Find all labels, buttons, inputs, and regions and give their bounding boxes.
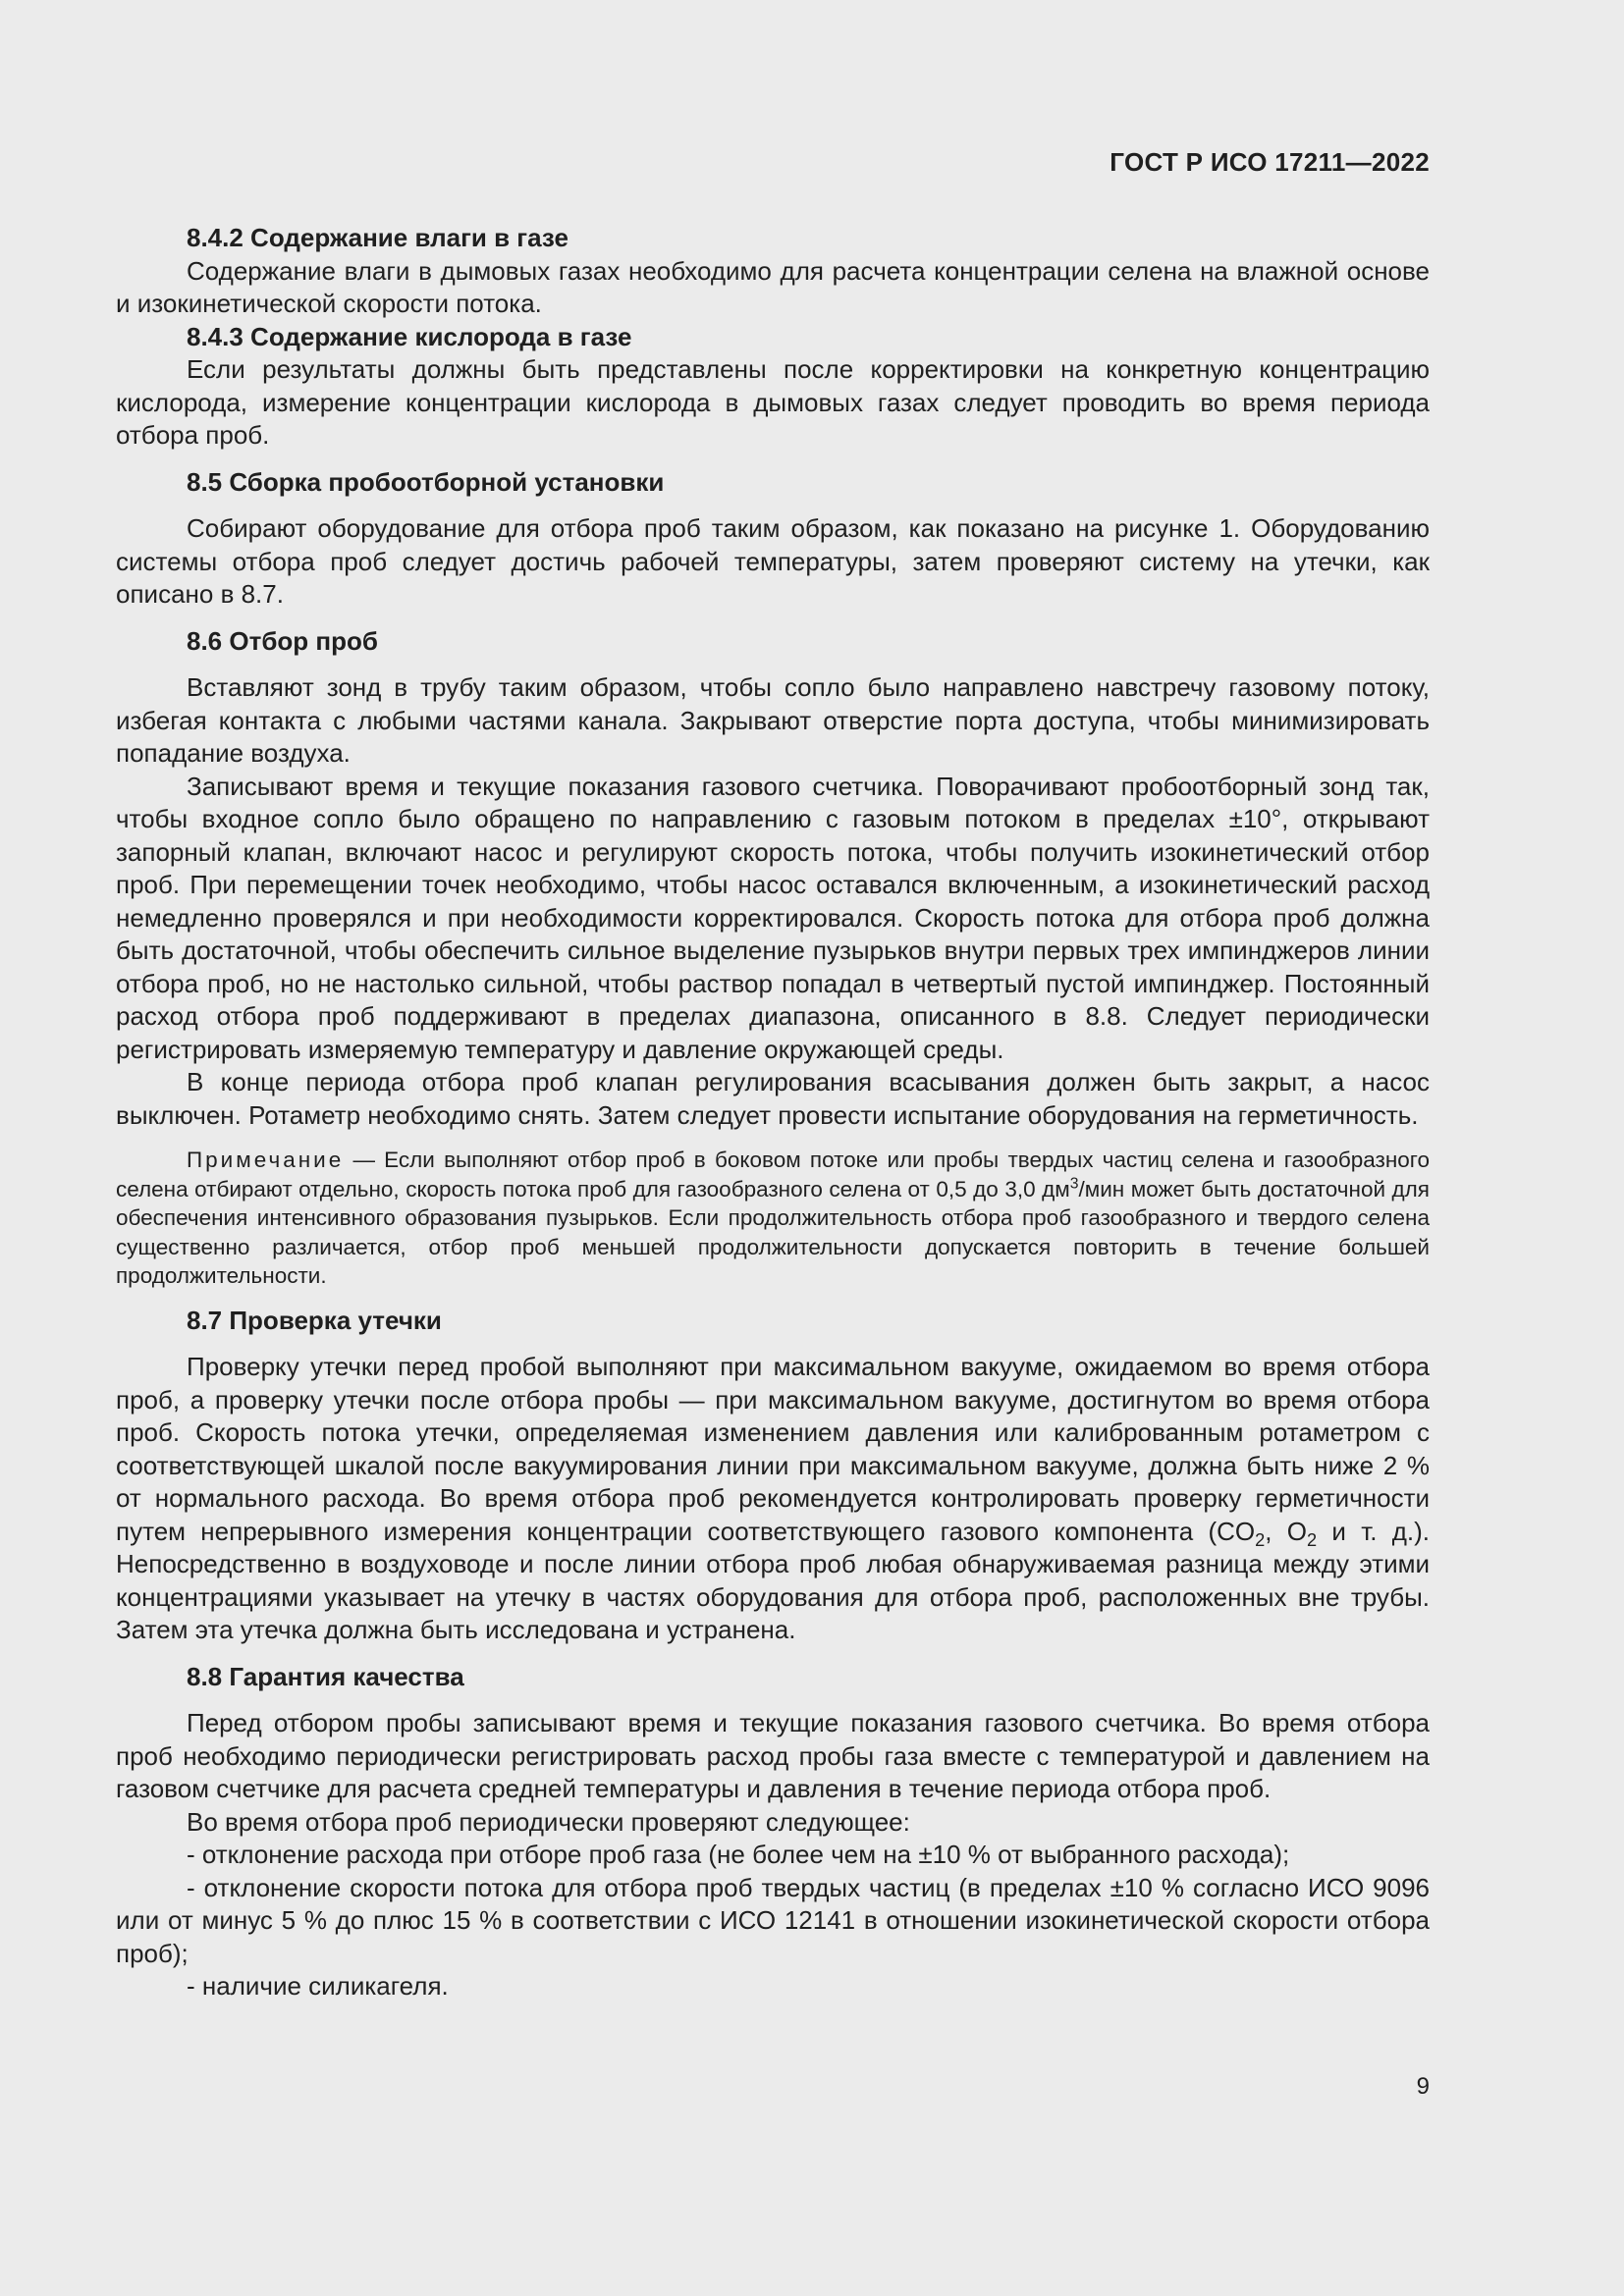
section-8-8-title: 8.8 Гарантия качества <box>187 1661 464 1691</box>
section-8-4-3-paragraph: Если результаты должны быть представлены после корректировки на конкретную концентрацию кислорода, измерение концентрации кислорода в дымовых газах следует проводить во время периода отбора проб. <box>116 354 1430 450</box>
section-8-6-title: 8.6 Отбор проб <box>187 625 378 656</box>
note-superscript: 3 <box>1069 1175 1079 1192</box>
section-8-6-paragraph-3: В конце периода отбора проб клапан регулирования всасывания должен быть закрыт, а насос выключен. Ротаметр необходимо снять. Затем следует провести испытание оборудования на герметичность. <box>116 1067 1430 1130</box>
section-8-8-paragraph-1: Перед отбором пробы записывают время и текущие показания газового счетчика. Во время отбора проб необходимо периодически регистрировать расход пробы газа вместе с температурой и давлением на газовом счетчике для расчета средней температуры и давления в течение периода отбора проб. <box>116 1708 1430 1803</box>
document-body <box>116 222 1430 2003</box>
section-8-4-3-title: 8.4.3 Содержание кислорода в газе <box>187 321 632 351</box>
section-8-6-note <box>116 1146 1430 1291</box>
list-item: - отклонение скорости потока для отбора проб твердых частиц (в пределах ±10 % согласно ИСО 9096 или от минус 5 % до плюс 15 % в соответствии с ИСО 12141 в отношении изокинетической скорости отбора проб); <box>116 1872 1430 1968</box>
section-8-7-title: 8.7 Проверка утечки <box>187 1305 442 1335</box>
leak-text-c: и т. д.). Непосредственно в воздуховоде и после линии отбора проб любая обнаруживаемая разница между этими концентрациями указывает на утечку в частях оборудования для отбора проб, расположенных вне трубы. Затем эта утечка должна быть исследована и устранена. <box>116 1516 1430 1644</box>
note-label: Примечание <box>187 1148 345 1172</box>
section-8-4-2-title: 8.4.2 Содержание влаги в газе <box>187 223 568 252</box>
leak-text-a: Проверку утечки перед пробой выполняют при максимальном вакууме, ожидаемом во время отбора проб, а проверку утечки после отбора пробы — при максимальном вакууме, достигнутом во время отбора проб. Скорость потока утечки, определяемая изменением давления или калиброванным ротаметром с соответствующей шкалой после вакуумирования линии при максимальном вакууме, должна быть ниже 2 % от нормального расхода. Во время отбора проб рекомендуется контролировать проверку герметичности путем непрерывного измерения концентрации соответствующего газового компонента (CO <box>116 1352 1430 1546</box>
section-8-5-title: 8.5 Сборка пробоотборной установки <box>187 466 665 497</box>
list-item: - наличие силикагеля. <box>187 1971 449 2001</box>
section-8-5-paragraph: Собирают оборудование для отбора проб таким образом, как показано на рисунке 1. Оборудованию системы отбора проб следует достичь рабочей температуры, затем проверяют систему на утечки, как описано в 8.7. <box>116 513 1430 609</box>
section-8-7-paragraph <box>116 1351 1430 1647</box>
section-8-8-paragraph-2: Во время отбора проб периодически проверяют следующее: <box>187 1806 910 1837</box>
list-item: - отклонение расхода при отборе проб газа (не более чем на ±10 % от выбранного расхода); <box>187 1840 1290 1869</box>
page-number: 9 <box>1416 2073 1430 2100</box>
standard-header: ГОСТ Р ИСО 17211—2022 <box>1110 147 1430 177</box>
section-8-6-paragraph-2: Записывают время и текущие показания газового счетчика. Поворачивают пробоотборный зонд так, чтобы входное сопло было обращено по направлению с газовым потоком в пределах ±10°, открывают запорный клапан, включают насос и регулируют скорость потока, чтобы получить изокинетический отбор проб. При перемещении точек необходимо, чтобы насос оставался включенным, а изокинетический расход немедленно проверялся и при необходимости корректировался. Скорость потока для отбора проб должна быть достаточной, чтобы обеспечить сильное выделение пузырьков внутри первых трех импинджеров линии отбора проб, но не настолько сильной, чтобы раствор попадал в четвертый пустой импинджер. Постоянный расход отбора проб поддерживают в пределах диапазона, описанного в 8.8. Следует периодически регистрировать измеряемую температуру и давление окружающей среды. <box>116 771 1430 1064</box>
note-text-a: — Если выполняют отбор проб в боковом потоке или пробы твердых частиц селена и газообразного селена отбирают отдельно, скорость потока проб для газообразного селена от 0,5 до 3,0 дм <box>116 1148 1430 1201</box>
co2-subscript: 2 <box>1255 1529 1266 1550</box>
section-8-6-paragraph-1: Вставляют зонд в трубу таким образом, чтобы сопло было направлено навстречу газовому потоку, избегая контакта с любыми частями канала. Закрывают отверстие порта доступа, чтобы минимизировать попадание воздуха. <box>116 672 1430 768</box>
note-text-b: /мин может быть достаточной для обеспечения интенсивного образования пузырьков. Если продолжительность отбора проб газообразного и твердого селена существенно различается, отбор проб меньшей продолжительности допускается повторить в течение большей продолжительности. <box>116 1176 1430 1288</box>
section-8-4-2-paragraph: Содержание влаги в дымовых газах необходимо для расчета концентрации селена на влажной основе и изокинетической скорости потока. <box>116 255 1430 318</box>
leak-text-b: , O <box>1265 1516 1307 1546</box>
o2-subscript: 2 <box>1306 1529 1318 1550</box>
